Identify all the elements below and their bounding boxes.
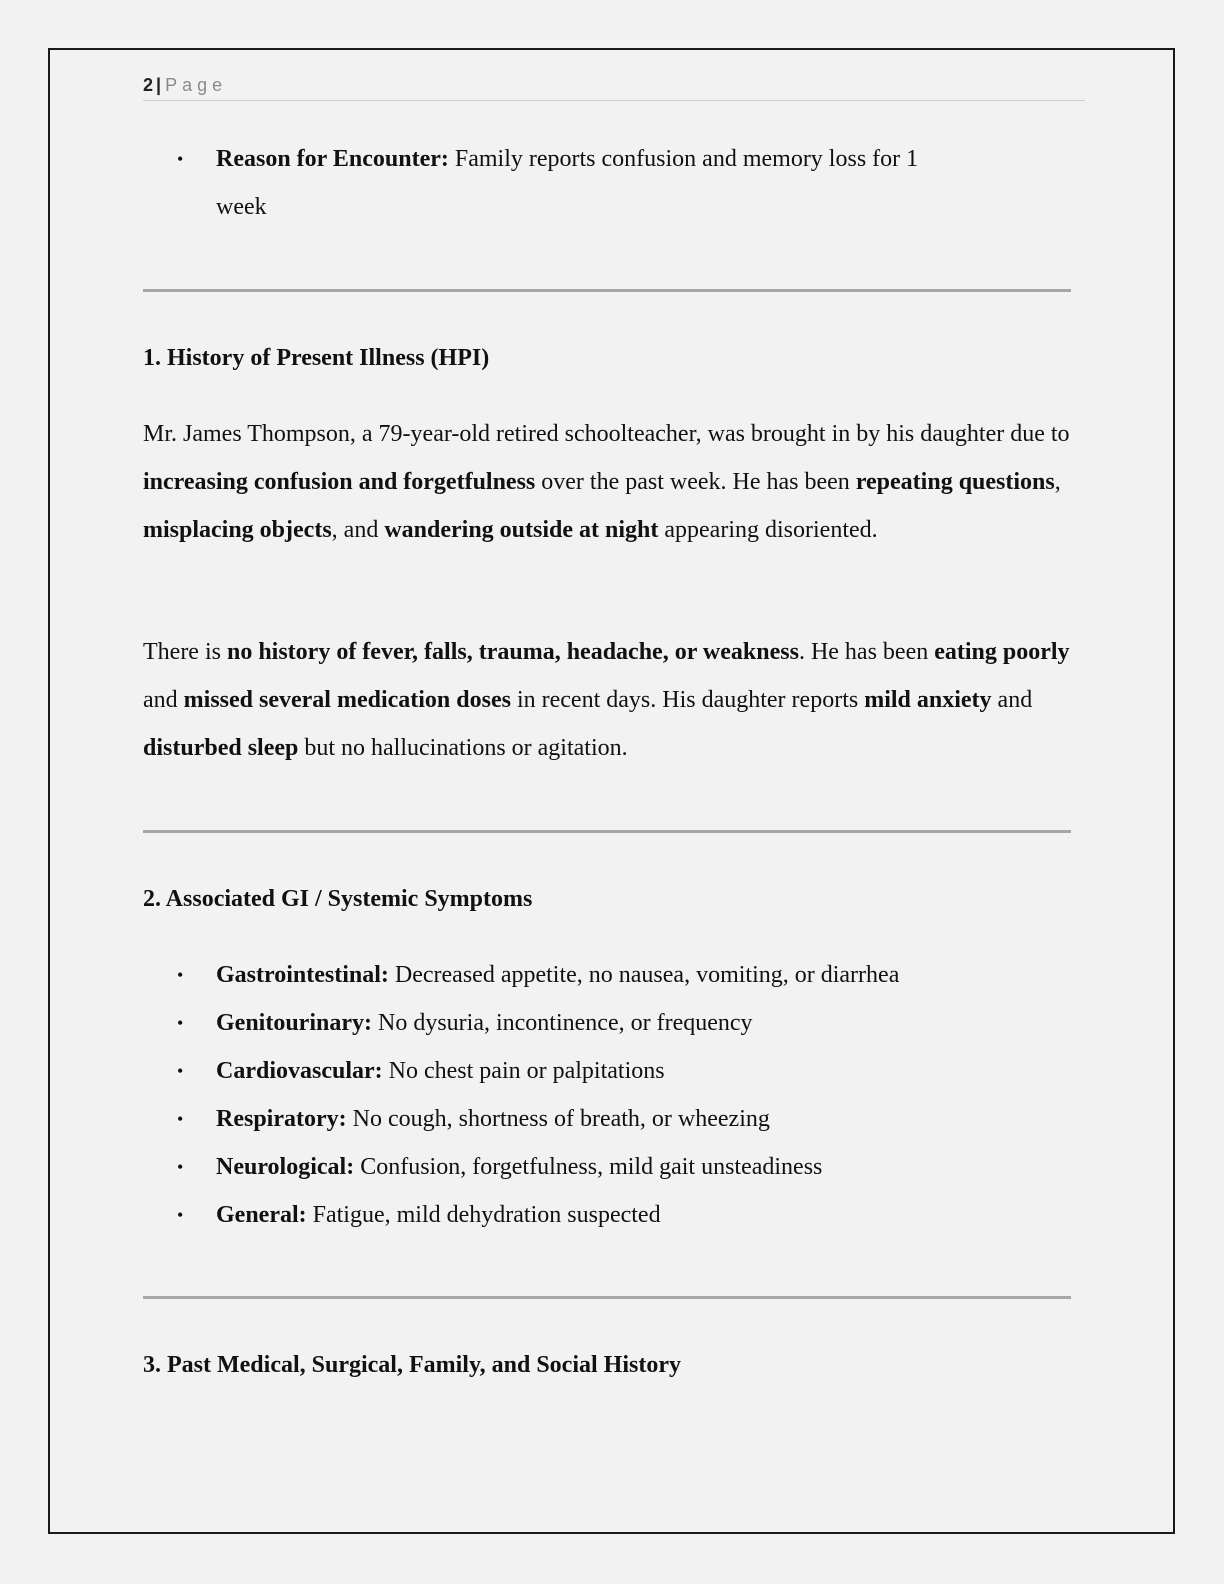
- bullet-icon: •: [177, 1013, 184, 1033]
- bullet-icon: •: [177, 1109, 184, 1129]
- list-item: [143, 951, 1083, 999]
- bold-run: misplacing objects: [143, 517, 332, 543]
- bold-run: disturbed sleep: [143, 735, 299, 761]
- bullet-icon: •: [177, 149, 184, 169]
- section-divider: [143, 1296, 1071, 1299]
- bullet-icon: •: [177, 1061, 184, 1081]
- hpi-paragraph-1: [143, 410, 1083, 554]
- list-item: [143, 999, 1083, 1047]
- text-run: Mr. James Thompson, a 79-year-old retired schoolteacher, was brought in by his daughter due to: [143, 421, 1070, 447]
- symptom-text: Decreased appetite, no nausea, vomiting, or diarrhea: [388, 962, 900, 988]
- text-run: but no hallucinations or agitation.: [298, 735, 628, 761]
- list-item: [143, 1095, 1083, 1143]
- symptom-text: No chest pain or palpitations: [382, 1058, 665, 1084]
- page-label: Page: [165, 75, 228, 95]
- symptom-label: General:: [216, 1202, 307, 1228]
- symptom-text: No cough, shortness of breath, or wheezing: [346, 1106, 770, 1132]
- text-run: in recent days. His daughter reports: [510, 687, 865, 713]
- bullet-icon: •: [177, 1205, 184, 1225]
- text-run: over the past week. He has been: [535, 469, 856, 495]
- text-run: appearing disoriented.: [658, 517, 878, 543]
- list-item: [143, 1047, 1083, 1095]
- text-run: ,: [1054, 469, 1061, 495]
- bold-run: increasing confusion and forgetfulness: [143, 469, 536, 495]
- list-item: [143, 1143, 1083, 1191]
- reason-label: Reason for Encounter:: [216, 146, 449, 172]
- symptom-label: Cardiovascular:: [216, 1058, 383, 1084]
- symptom-label: Respiratory:: [216, 1106, 347, 1132]
- bold-run: eating poorly: [934, 639, 1070, 665]
- symptoms-section: [143, 951, 1083, 1239]
- list-item: [143, 1191, 1083, 1239]
- section-divider: [143, 830, 1071, 833]
- text-run: , and: [331, 517, 385, 543]
- text-run: . He has been: [798, 639, 935, 665]
- reason-text-cont: week: [216, 194, 267, 220]
- section-divider: [143, 289, 1071, 292]
- page-separator: |: [156, 75, 162, 95]
- bold-run: wandering outside at night: [384, 517, 659, 543]
- hpi-paragraph-2: [143, 628, 1083, 772]
- list-item: [143, 135, 1083, 231]
- bullet-icon: •: [177, 965, 184, 985]
- bold-run: missed several medication doses: [183, 687, 511, 713]
- symptom-label: Gastrointestinal:: [216, 962, 389, 988]
- text-run: There is: [143, 639, 227, 665]
- bold-run: repeating questions: [855, 469, 1055, 495]
- text-run: and: [991, 687, 1033, 713]
- text-run: and: [143, 687, 184, 713]
- hpi-heading: 1. History of Present Illness (HPI): [143, 345, 490, 371]
- page-border: [48, 48, 1175, 1534]
- symptoms-heading: 2. Associated GI / Systemic Symptoms: [143, 886, 533, 912]
- symptom-label: Neurological:: [216, 1154, 355, 1180]
- symptom-text: Fatigue, mild dehydration suspected: [306, 1202, 661, 1228]
- reason-text: Family reports confusion and memory loss for 1: [448, 146, 919, 172]
- bullet-icon: •: [177, 1157, 184, 1177]
- symptoms-list: [143, 951, 1083, 1239]
- bold-run: no history of fever, falls, trauma, headache, or weakness: [226, 639, 799, 665]
- reason-section: [143, 135, 1083, 231]
- symptom-text: Confusion, forgetfulness, mild gait unsteadiness: [354, 1154, 823, 1180]
- bold-run: mild anxiety: [864, 687, 992, 713]
- symptom-text: No dysuria, incontinence, or frequency: [372, 1010, 753, 1036]
- page-header: [143, 72, 1085, 101]
- reason-list: [143, 135, 1083, 231]
- history-heading: 3. Past Medical, Surgical, Family, and Social History: [143, 1352, 681, 1378]
- page-number: 2: [143, 75, 154, 95]
- symptom-label: Genitourinary:: [216, 1010, 372, 1036]
